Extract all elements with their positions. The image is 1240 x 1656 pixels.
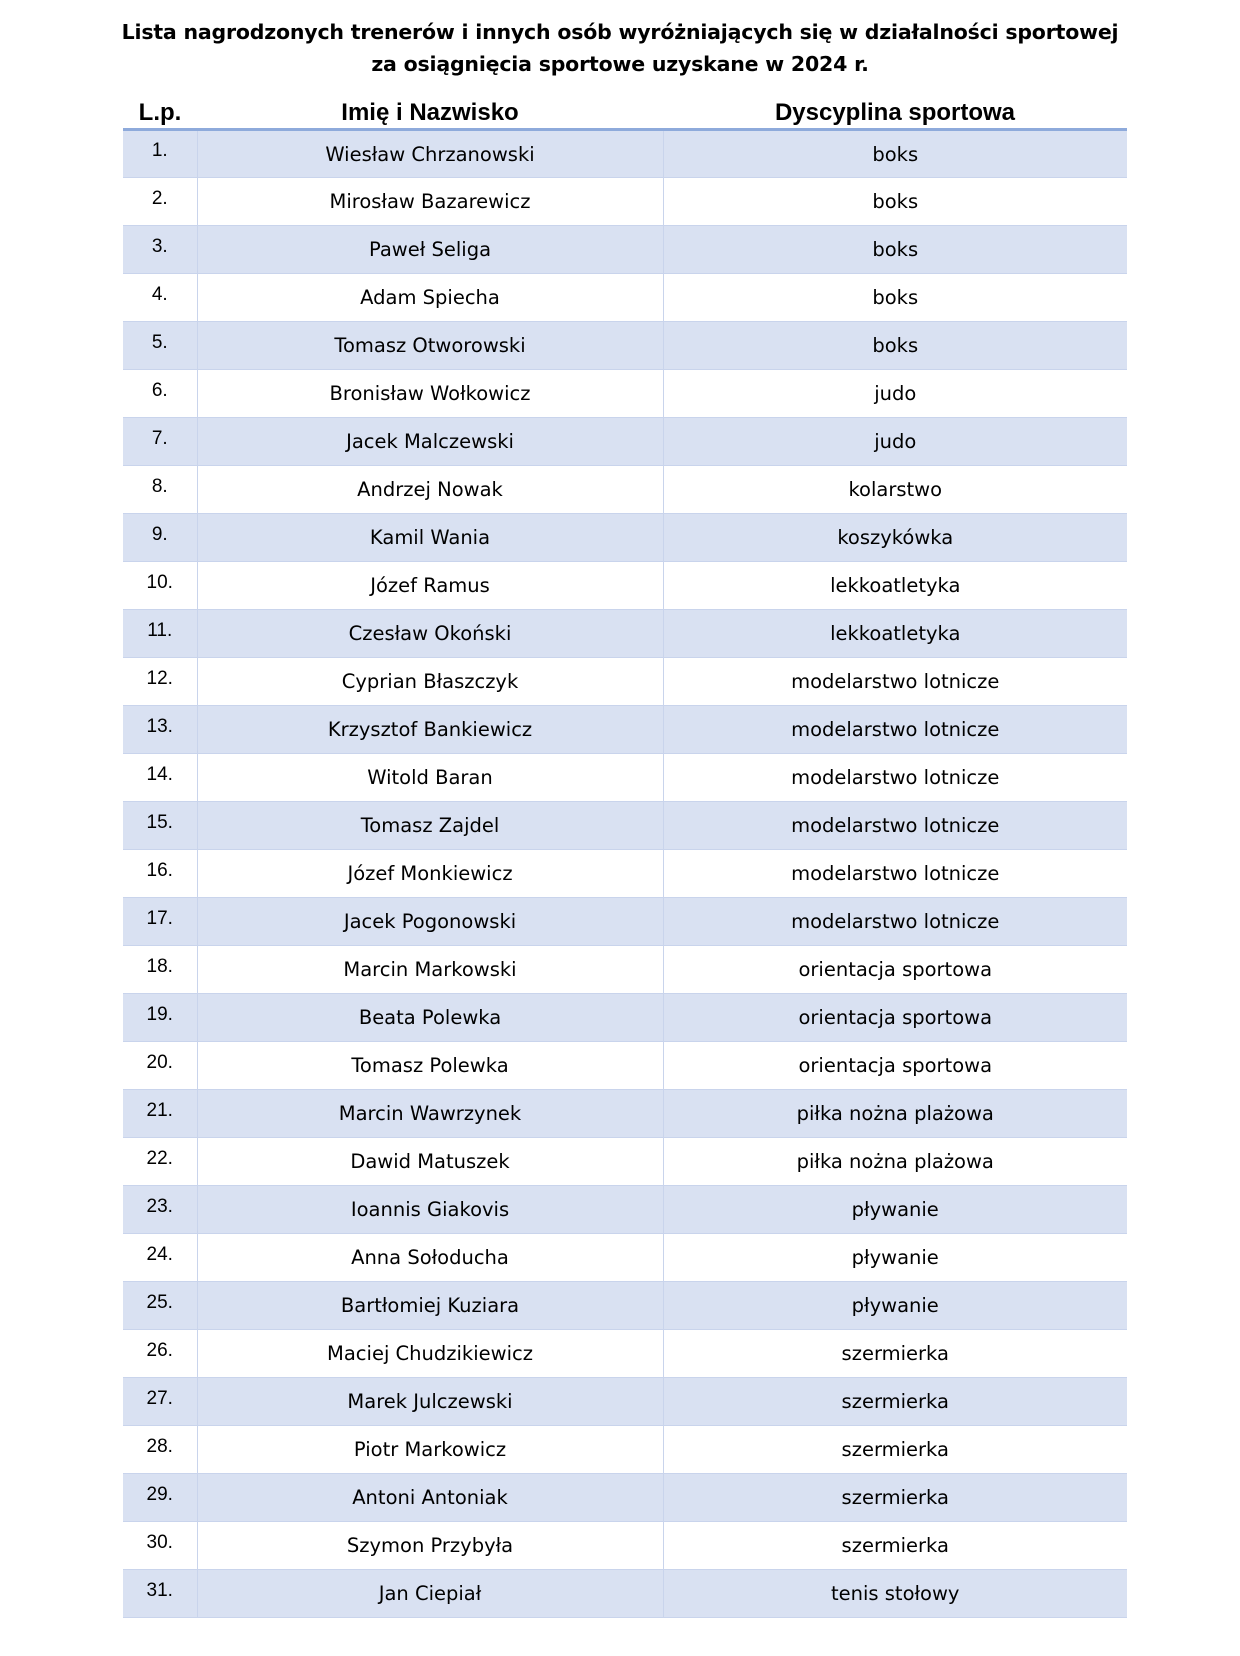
person-name-cell: Józef Monkiewicz	[197, 850, 663, 898]
discipline-cell: pływanie	[663, 1282, 1127, 1330]
person-name-cell: Wiesław Chrzanowski	[197, 130, 663, 178]
person-name-cell: Józef Ramus	[197, 562, 663, 610]
row-number-cell: 2.	[123, 178, 197, 226]
person-name-cell: Ioannis Giakovis	[197, 1186, 663, 1234]
table-row	[123, 994, 1127, 1042]
discipline-cell: boks	[663, 322, 1127, 370]
table-row	[123, 802, 1127, 850]
table-row	[123, 562, 1127, 610]
discipline-cell: piłka nożna plażowa	[663, 1090, 1127, 1138]
header-row	[123, 94, 1127, 130]
person-name-cell: Czesław Okoński	[197, 610, 663, 658]
header-discipline: Dyscyplina sportowa	[663, 94, 1127, 130]
discipline-cell: boks	[663, 130, 1127, 178]
discipline-cell: modelarstwo lotnicze	[663, 850, 1127, 898]
header-name: Imię i Nazwisko	[197, 94, 663, 130]
document-title	[0, 16, 1240, 80]
discipline-cell: modelarstwo lotnicze	[663, 802, 1127, 850]
row-number-cell: 15.	[123, 802, 197, 850]
person-name-cell: Bartłomiej Kuziara	[197, 1282, 663, 1330]
table-row	[123, 1522, 1127, 1570]
discipline-cell: orientacja sportowa	[663, 1042, 1127, 1090]
person-name-cell: Marcin Wawrzynek	[197, 1090, 663, 1138]
table-row	[123, 226, 1127, 274]
table-row	[123, 1282, 1127, 1330]
discipline-cell: koszykówka	[663, 514, 1127, 562]
person-name-cell: Szymon Przybyła	[197, 1522, 663, 1570]
table-row	[123, 178, 1127, 226]
table-row	[123, 466, 1127, 514]
row-number-cell: 5.	[123, 322, 197, 370]
table-row	[123, 514, 1127, 562]
person-name-cell: Beata Polewka	[197, 994, 663, 1042]
table-header	[123, 94, 1127, 130]
person-name-cell: Jacek Pogonowski	[197, 898, 663, 946]
person-name-cell: Jan Ciepiał	[197, 1570, 663, 1618]
discipline-cell: judo	[663, 370, 1127, 418]
row-number-cell: 9.	[123, 514, 197, 562]
discipline-cell: szermierka	[663, 1330, 1127, 1378]
discipline-cell: szermierka	[663, 1378, 1127, 1426]
table-row	[123, 1378, 1127, 1426]
row-number-cell: 30.	[123, 1522, 197, 1570]
title-line-1: Lista nagrodzonych trenerów i innych osób wyróżniających się w działalności sportowej	[121, 20, 1119, 44]
table-row	[123, 658, 1127, 706]
person-name-cell: Paweł Seliga	[197, 226, 663, 274]
row-number-cell: 7.	[123, 418, 197, 466]
discipline-cell: szermierka	[663, 1522, 1127, 1570]
person-name-cell: Antoni Antoniak	[197, 1474, 663, 1522]
row-number-cell: 21.	[123, 1090, 197, 1138]
table-row	[123, 1474, 1127, 1522]
discipline-cell: boks	[663, 274, 1127, 322]
row-number-cell: 28.	[123, 1426, 197, 1474]
row-number-cell: 6.	[123, 370, 197, 418]
person-name-cell: Marek Julczewski	[197, 1378, 663, 1426]
table-row	[123, 1570, 1127, 1618]
row-number-cell: 17.	[123, 898, 197, 946]
row-number-cell: 25.	[123, 1282, 197, 1330]
table-body	[123, 130, 1127, 1618]
person-name-cell: Witold Baran	[197, 754, 663, 802]
header-lp: L.p.	[123, 94, 197, 130]
discipline-cell: pływanie	[663, 1234, 1127, 1282]
title-line-2: za osiągnięcia sportowe uzyskane w 2024 r.	[371, 52, 869, 76]
person-name-cell: Marcin Markowski	[197, 946, 663, 994]
row-number-cell: 13.	[123, 706, 197, 754]
discipline-cell: piłka nożna plażowa	[663, 1138, 1127, 1186]
discipline-cell: modelarstwo lotnicze	[663, 658, 1127, 706]
row-number-cell: 20.	[123, 1042, 197, 1090]
person-name-cell: Anna Sołoducha	[197, 1234, 663, 1282]
discipline-cell: boks	[663, 226, 1127, 274]
discipline-cell: modelarstwo lotnicze	[663, 754, 1127, 802]
row-number-cell: 23.	[123, 1186, 197, 1234]
row-number-cell: 27.	[123, 1378, 197, 1426]
table-row	[123, 274, 1127, 322]
person-name-cell: Jacek Malczewski	[197, 418, 663, 466]
person-name-cell: Kamil Wania	[197, 514, 663, 562]
row-number-cell: 22.	[123, 1138, 197, 1186]
table-row	[123, 1042, 1127, 1090]
table-row	[123, 1138, 1127, 1186]
row-number-cell: 3.	[123, 226, 197, 274]
row-number-cell: 11.	[123, 610, 197, 658]
discipline-cell: modelarstwo lotnicze	[663, 898, 1127, 946]
person-name-cell: Andrzej Nowak	[197, 466, 663, 514]
discipline-cell: kolarstwo	[663, 466, 1127, 514]
person-name-cell: Tomasz Zajdel	[197, 802, 663, 850]
row-number-cell: 1.	[123, 130, 197, 178]
row-number-cell: 14.	[123, 754, 197, 802]
discipline-cell: modelarstwo lotnicze	[663, 706, 1127, 754]
table-row	[123, 1330, 1127, 1378]
person-name-cell: Cyprian Błaszczyk	[197, 658, 663, 706]
row-number-cell: 8.	[123, 466, 197, 514]
discipline-cell: szermierka	[663, 1474, 1127, 1522]
table-row	[123, 1186, 1127, 1234]
table-row	[123, 706, 1127, 754]
person-name-cell: Tomasz Polewka	[197, 1042, 663, 1090]
discipline-cell: tenis stołowy	[663, 1570, 1127, 1618]
discipline-cell: orientacja sportowa	[663, 946, 1127, 994]
table-row	[123, 370, 1127, 418]
row-number-cell: 4.	[123, 274, 197, 322]
table-row	[123, 754, 1127, 802]
row-number-cell: 10.	[123, 562, 197, 610]
row-number-cell: 29.	[123, 1474, 197, 1522]
table-row	[123, 418, 1127, 466]
person-name-cell: Maciej Chudzikiewicz	[197, 1330, 663, 1378]
person-name-cell: Adam Spiecha	[197, 274, 663, 322]
table-row	[123, 946, 1127, 994]
discipline-cell: judo	[663, 418, 1127, 466]
table-row	[123, 322, 1127, 370]
discipline-cell: szermierka	[663, 1426, 1127, 1474]
awardees-table	[123, 94, 1127, 1618]
table-row	[123, 1234, 1127, 1282]
person-name-cell: Krzysztof Bankiewicz	[197, 706, 663, 754]
row-number-cell: 12.	[123, 658, 197, 706]
row-number-cell: 19.	[123, 994, 197, 1042]
table-row	[123, 1090, 1127, 1138]
person-name-cell: Bronisław Wołkowicz	[197, 370, 663, 418]
discipline-cell: lekkoatletyka	[663, 562, 1127, 610]
row-number-cell: 31.	[123, 1570, 197, 1618]
row-number-cell: 16.	[123, 850, 197, 898]
row-number-cell: 26.	[123, 1330, 197, 1378]
discipline-cell: lekkoatletyka	[663, 610, 1127, 658]
discipline-cell: pływanie	[663, 1186, 1127, 1234]
person-name-cell: Piotr Markowicz	[197, 1426, 663, 1474]
row-number-cell: 18.	[123, 946, 197, 994]
table-row	[123, 130, 1127, 178]
table-row	[123, 610, 1127, 658]
discipline-cell: orientacja sportowa	[663, 994, 1127, 1042]
row-number-cell: 24.	[123, 1234, 197, 1282]
table-row	[123, 850, 1127, 898]
person-name-cell: Dawid Matuszek	[197, 1138, 663, 1186]
person-name-cell: Tomasz Otworowski	[197, 322, 663, 370]
table-row	[123, 1426, 1127, 1474]
discipline-cell: boks	[663, 178, 1127, 226]
person-name-cell: Mirosław Bazarewicz	[197, 178, 663, 226]
table-row	[123, 898, 1127, 946]
